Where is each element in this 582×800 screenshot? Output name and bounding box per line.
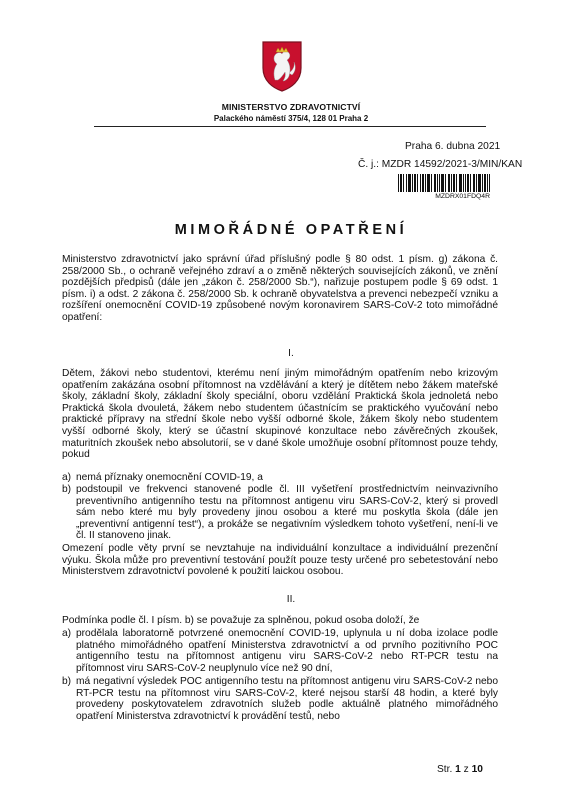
section-heading-2: II.	[286, 594, 296, 605]
list-item-text: podstoupil ve frekvenci stanovené podle čl. III vyšetření prostřednictvím neinvazivního preventivního antigenního testu na přítomnost antigenu viru SARS-CoV-2, který si provedl sám nebo které mu byly provedeny jinou osobou a které mu poskytla škola (dále jen „preventivní antigenní test“), a prokáže se negativním výsledkem tohoto vyšetření, není-li ve čl. II stanoveno jinak.	[76, 484, 498, 542]
barcode-label: MZDRX01FDQ4R	[435, 193, 490, 200]
page-current: 1	[455, 764, 461, 775]
section-1-paragraph: Dětem, žákovi nebo studentovi, kterému není jiným mimořádným opatřením nebo krizovým opatřením zakázána osobní přítomnost na vzdělávání a který je dítětem nebo žákem mateřské školy, základní školy, základní školy speciální, oboru vzdělání Praktická škola jednoletá nebo Praktická škola dvouletá, žákem nebo studentem účastnícím se praktického vyučování nebo praktické přípravy na střední škole nebo vyšší odborné škole, žákem školy nebo studentem vyšší odborné školy, který se účastní skupinové konzultace nebo závěrečných zkoušek, maturitních zkoušek nebo absolutorií, se v dané škole umožňuje osobní přítomnost pouze tehdy, pokud	[62, 368, 498, 461]
document-date: Praha 6. dubna 2021	[405, 141, 501, 152]
list-item	[62, 676, 498, 724]
document-title: MIMOŘÁDNÉ OPATŘENÍ	[174, 222, 408, 238]
list-marker: a)	[62, 628, 72, 639]
intro-paragraph: Ministerstvo zdravotnictví jako správní úřad příslušný podle § 80 odst. 1 písm. g) zákona č. 258/2000 Sb., o ochraně veřejného zdraví a o změně některých souvisejících zákonů, ve znění pozdějších předpisů (dále jen „zákon č. 258/2000 Sb.“), nařizuje postupem podle § 69 odst. 1 písm. i) a odst. 2 zákona č. 258/2000 Sb. k ochraně obyvatelstva a prevenci nebezpečí vzniku a rozšíření onemocnění COVID-19 způsobené novým koronavirem SARS-CoV-2 toto mimořádné opatření:	[62, 254, 498, 323]
list-item-text: má negativní výsledek POC antigenního testu na přítomnost antigenu viru SARS-CoV-2 nebo RT-PCR testu na přítomnost viru SARS-CoV-2, které nejsou starší 48 hodin, a které byly provedeny poskytovatelem zdravotních služeb podle aktuálně platného mimořádného opatření Ministerstva zdravotnictví k provádění testů, nebo	[76, 676, 498, 722]
section-2-paragraph: Podmínka podle čl. I písm. b) se považuje za splněnou, pokud osoba doloží, že	[62, 615, 420, 626]
list-marker: b)	[62, 484, 72, 495]
coat-of-arms-icon	[261, 40, 303, 92]
list-item	[62, 628, 498, 676]
page-number	[437, 764, 483, 775]
list-item	[62, 484, 498, 544]
page-separator: z	[460, 764, 472, 775]
page-prefix: Str.	[437, 764, 456, 775]
page-total: 10	[471, 764, 483, 775]
barcode-icon	[398, 174, 490, 192]
list-item	[62, 472, 498, 484]
list-item-text: prodělala laboratorně potvrzené onemocnění COVID-19, uplynula u ní doba izolace podle platného mimořádného opatření Ministerstva zdravotnictví a od prvního pozitivního POC antigenního testu na přítomnost antigenu viru SARS-CoV-2 nebo RT-PCR testu na přítomnost viru SARS-CoV-2 neuplynulo více než 90 dní,	[76, 628, 498, 674]
reference-number: Č. j.: MZDR 14592/2021-3/MIN/KAN	[358, 159, 523, 170]
list-item-text: nemá příznaky onemocnění COVID-19, a	[76, 472, 263, 483]
ministry-name: MINISTERSTVO ZDRAVOTNICTVÍ	[221, 102, 361, 112]
list-marker: b)	[62, 676, 72, 687]
list-marker: a)	[62, 472, 72, 483]
header-divider	[94, 126, 486, 127]
ministry-address: Palackého náměstí 375/4, 128 01 Praha 2	[213, 114, 369, 123]
section-heading-1: I.	[288, 348, 294, 359]
section-1-closing: Omezení podle věty první se nevztahuje na individuální konzultace a individuální prezenční výuku. Škola může pro preventivní testování použít pouze testy určené pro sebetestování nebo Ministerstvem zdravotnictví povolené k použití laickou osobou.	[62, 543, 498, 578]
